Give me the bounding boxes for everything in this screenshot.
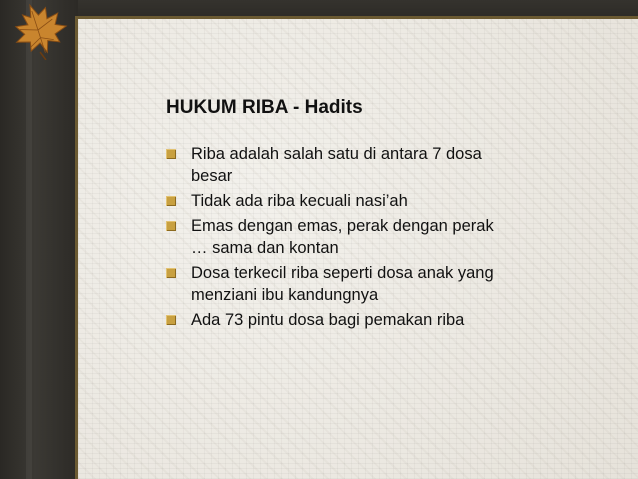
square-bullet-icon xyxy=(166,268,176,278)
bullet-text: Ada 73 pintu dosa bagi pemakan riba xyxy=(191,311,465,329)
bullet-list xyxy=(166,143,496,334)
list-item xyxy=(166,309,496,331)
slide-title: HUKUM RIBA - Hadits xyxy=(166,97,363,118)
bullet-text: Emas dengan emas, perak dengan perak … sama dan kontan xyxy=(191,217,494,257)
bullet-text: Riba adalah salah satu di antara 7 dosa besar xyxy=(191,145,482,185)
bullet-text: Dosa terkecil riba seperti dosa anak yang menziani ibu kandungnya xyxy=(191,264,494,304)
vertical-divider xyxy=(75,18,78,479)
square-bullet-icon xyxy=(166,315,176,325)
square-bullet-icon xyxy=(166,149,176,159)
list-item xyxy=(166,215,496,259)
horizontal-divider xyxy=(75,16,638,19)
square-bullet-icon xyxy=(166,196,176,206)
list-item xyxy=(166,143,496,187)
list-item xyxy=(166,262,496,306)
square-bullet-icon xyxy=(166,221,176,231)
bullet-text: Tidak ada riba kecuali nasi’ah xyxy=(191,192,408,210)
left-strip-highlight xyxy=(26,0,32,479)
list-item xyxy=(166,190,496,212)
left-strip xyxy=(0,0,78,479)
maple-leaf-icon xyxy=(0,0,78,60)
